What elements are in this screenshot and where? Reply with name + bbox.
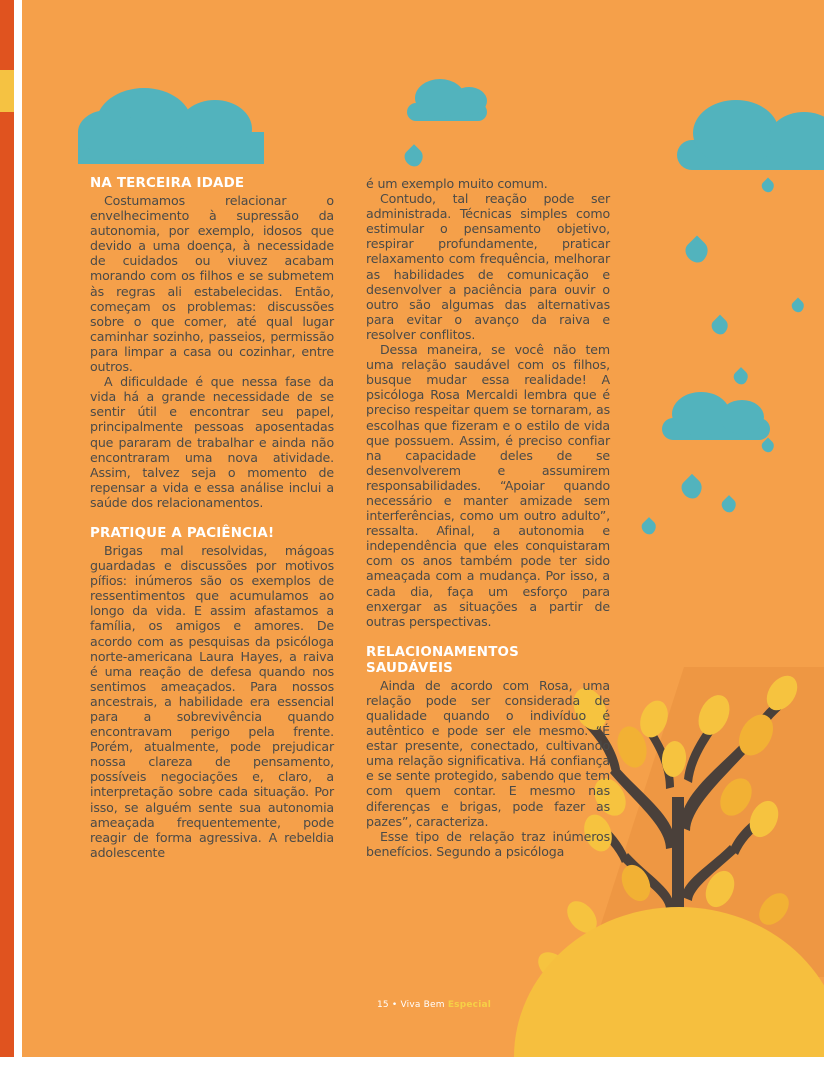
paragraph: Dessa maneira, se você não tem uma relação saudável com os filhos, busque mudar essa realidade! A psicóloga Rosa Mercaldi lembra que é preciso respeitar quem se tornaram, as escolhas que fizeram e o estilo de vida que possuem. Assim, é preciso confiar na capacidade deles de se desenvolverem e assumirem responsabilidades. “Apoiar quando necessário e manter amizade sem interferências, como um outro adulto”, ressalta. Afinal, a autonomia e independência que eles conquistaram com os anos também pode ter sido ameaçada com a mudança. Por isso, a cada dia, faça um esforço para enxergar as situações a partir de outras perspectivas. <box>366 342 610 629</box>
folio-page-number: 15 <box>377 1000 389 1010</box>
folio-separator: • <box>391 1000 398 1010</box>
paragraph: Ainda de acordo com Rosa, uma relação pode ser considerada de qualidade quando o indivíduo é autêntico e pode ser ele mesmo. “É estar presente, conectado, cultivando uma relação significativa. Há confiança e se sente protegido, sabendo que tem com quem contar. E mesmo nas diferenças e brigas, pode fazer as pazes”, caracteriza. <box>366 677 610 829</box>
heading-na-terceira-idade: NA TERCEIRA IDADE <box>90 176 245 191</box>
spine-accent-tab <box>0 70 14 112</box>
page-spine <box>0 0 22 1073</box>
raindrop-icon <box>731 367 751 387</box>
cloud-top-center-icon <box>407 103 487 121</box>
cloud-top-left-icon <box>78 132 264 164</box>
paragraph: Esse tipo de relação traz inúmeros benefícios. Segundo a psicóloga <box>366 828 610 859</box>
folio-publication: Viva Bem <box>400 1000 448 1010</box>
paragraph: é um exemplo muito comum. <box>366 176 548 191</box>
raindrop-icon <box>401 144 426 169</box>
right-text-column <box>366 176 610 859</box>
paragraph: Costumamos relacionar o envelhecimento à supressão da autonomia, por exemplo, idosos que devido a uma doença, à necessidade de cuidados ou viuvez acabam morando com os filhos e se submetem às regras ali estabelecidas. Então, começam os problemas: discussões sobre o que comer, até qual lugar caminhar sozinho, passeios, permissão para limpar a casa ou cozinhar, entre outros. <box>90 193 334 375</box>
heading-pratique-a-paciencia: PRATIQUE A PACIÊNCIA! <box>90 525 275 541</box>
heading-relacionamentos-saudaveis: RELACIONAMENTOS SAUDÁVEIS <box>366 644 519 676</box>
left-text-column <box>90 176 334 860</box>
paragraph: Brigas mal resolvidas, mágoas guardadas e discussões por motivos pífios: inúmeros são os exemplos de ressentimentos que acumulamos ao longo da vida. E assim afastamos a família, os amigos e amores. De acordo com as pesquisas da psicóloga norte-americana Laura Hayes, a raiva é uma reação de defesa quando nos sentimos ameaçados. Para nossos ancestrais, a habilidade era essencial para a sobrevivência quando encontravam perigo pela frente. Porém, atualmente, pode prejudicar nossa clareza de pensamento, possíveis negociações e, claro, a interpretação sobre cada situação. Por isso, se alguém sente sua autonomia ameaçada frequentemente, pode reagir de forma agressiva. A rebeldia adolescente <box>90 542 334 860</box>
paragraph: Contudo, tal reação pode ser administrada. Técnicas simples como estimular o pensamento objetivo, respirar profundamente, praticar relaxamento com frequência, melhorar as habilidades de comunicação e desenvolver a paciência para ouvir o outro são algumas das alternativas para evitar o avanço da raiva e resolver conflitos. <box>366 191 610 342</box>
raindrop-icon <box>760 438 777 455</box>
raindrop-icon <box>709 315 732 338</box>
cloud-top-right-icon <box>677 140 824 170</box>
folio-publication-highlight: Especial <box>447 1000 492 1010</box>
page-body <box>22 0 824 1073</box>
page-bottom-edge <box>0 1057 824 1073</box>
spine-strip <box>0 0 14 1073</box>
cloud-middle-right-icon <box>662 418 770 440</box>
raindrop-icon <box>790 298 807 315</box>
paragraph: A dificuldade é que nessa fase da vida há a grande necessidade de se sentir útil e encontrar seu papel, principalmente pessoas aposentadas que pararam de trabalhar e ainda não encontraram uma nova atividade. Assim, talvez seja o momento de repensar a vida e essa análise inclui a saúde dos relacionamentos. <box>90 374 334 510</box>
raindrop-icon <box>760 178 777 195</box>
raindrop-icon <box>681 235 712 266</box>
page-folio <box>377 1000 491 1010</box>
